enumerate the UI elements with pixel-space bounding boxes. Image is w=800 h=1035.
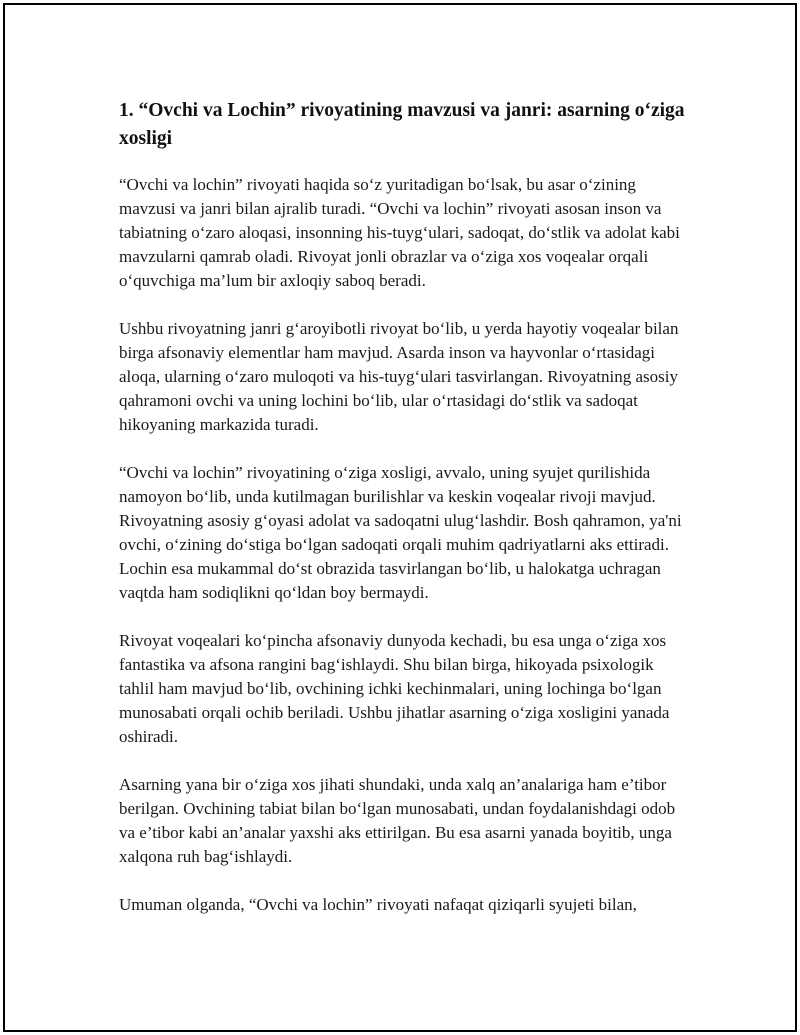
paragraph-3: “Ovchi va lochin” rivoyatining o‘ziga xosligi, avvalo, uning syujet qurilishida namoyon bo‘lib, unda kutilmagan burilishlar va keskin voqealar rivoji mavjud. Rivoyatning asosiy g‘oyasi adolat va sadoqatni ulug‘lashdir. Bosh qahramon, ya'ni ovchi, o‘zining do‘stiga bo‘lgan sadoqati orqali muhim qadriyatlarni aks ettiradi. Lochin esa mukammal do‘st obrazida tasvirlangan bo‘lib, u halokatga uchragan vaqtda ham sodiqlikni qo‘ldan boy bermaydi. bbox=[119, 463, 682, 602]
paragraph-6: Umuman olganda, “Ovchi va lochin” rivoyati nafaqat qiziqarli syujeti bilan, bbox=[119, 895, 637, 914]
paragraph-4: Rivoyat voqealari ko‘pincha afsonaviy dunyoda kechadi, bu esa unga o‘ziga xos fantastika va afsona rangini bag‘ishlaydi. Shu bilan birga, hikoyada psixologik tahlil ham mavjud bo‘lib, ovchining ichki kechinmalari, uning lochinga bo‘lgan munosabati orqali ochib beriladi. Ushbu jihatlar asarning o‘ziga xosligini yanada oshiradi. bbox=[119, 631, 670, 746]
section-heading: 1. “Ovchi va Lochin” rivoyatining mavzusi va janri: asarning o‘ziga xosligi bbox=[119, 100, 685, 149]
paragraph-1: “Ovchi va lochin” rivoyati haqida so‘z yuritadigan bo‘lsak, bu asar o‘zining mavzusi va janri bilan ajralib turadi. “Ovchi va lochin” rivoyati asosan inson va tabiatning o‘zaro aloqasi, insonning his-tuyg‘ulari, sadoqat, do‘stlik va adolat kabi mavzularni qamrab oladi. Rivoyat jonli obrazlar va o‘ziga xos voqealar orqali o‘quvchiga ma’lum bir axloqiy saboq beradi. bbox=[119, 175, 680, 290]
page-frame bbox=[3, 3, 797, 1032]
document-body bbox=[119, 97, 691, 941]
paragraph-2: Ushbu rivoyatning janri g‘aroyibotli rivoyat bo‘lib, u yerda hayotiy voqealar bilan birga afsonaviy elementlar ham mavjud. Asarda inson va hayvonlar o‘rtasidagi aloqa, ularning o‘zaro muloqoti va his-tuyg‘ulari tasvirlangan. Rivoyatning asosiy qahramoni ovchi va uning lochini bo‘lib, ular o‘rtasidagi do‘stlik va sadoqat hikoyaning markazida turadi. bbox=[119, 319, 679, 434]
paragraph-5: Asarning yana bir o‘ziga xos jihati shundaki, unda xalq an’analariga ham e’tibor berilgan. Ovchining tabiat bilan bo‘lgan munosabati, undan foydalanishdagi odob va e’tibor kabi an’analar yaxshi aks ettirilgan. Bu esa asarni yanada boyitib, unga xalqona ruh bag‘ishlaydi. bbox=[119, 775, 676, 866]
